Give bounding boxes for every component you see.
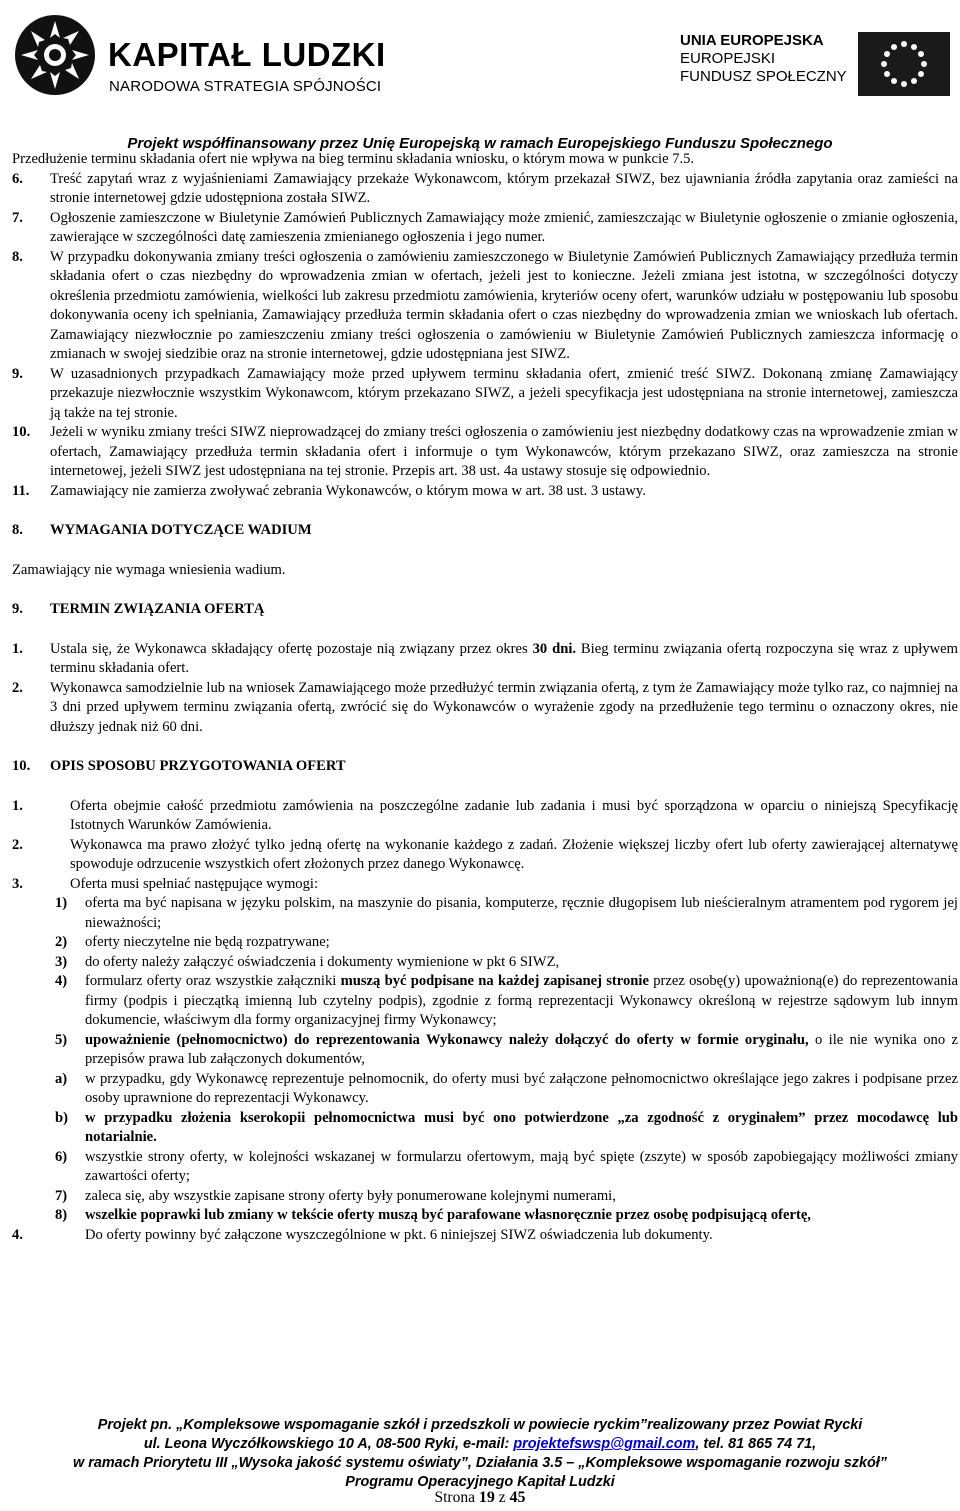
sub-item-text: w przypadku, gdy Wykonawcę reprezentuje pełnomocnik, do oferty musi być załączone pełnomocnictwo określające jego zakres i podpisane przez osoby uprawnione do reprezentacji Wykonawcy. [85,1070,958,1106]
footer-address [0,1435,960,1454]
item-number: 2. [12,836,23,853]
sub-item-text: oferta ma być napisana w języku polskim, na maszynie do pisania, komputerze, ręcznie długopisem lub nieścieralnym atramentem pod rygorem jej nieważności; [85,895,958,931]
page-label: Strona [434,1489,475,1506]
item-number: 1. [12,797,23,814]
kapital-ludzki-name: KAPITAŁ LUDZKI [108,36,386,73]
sub-item [12,1070,958,1109]
item-number: 4. [12,1226,23,1243]
eu-logo-line2: EUROPEJSKI [680,50,776,67]
sub-item-number: 5) [55,1031,68,1048]
item-text: Zamawiający nie zamierza zwoływać zebrania Wykonawców, o którym mowa w art. 38 ust. 3 ustawy. [50,482,646,499]
list-item [12,640,958,679]
sub-item [12,1109,958,1148]
sub-item [12,933,958,953]
page-total: 45 [509,1489,526,1506]
list-item [12,170,958,209]
item-number: 8. [12,248,23,265]
sub-item-number: 8) [55,1207,68,1223]
kapital-ludzki-emblem-icon [12,12,98,98]
list-item [12,209,958,248]
eu-logo-line1: UNIA EUROPEJSKA [680,32,824,49]
document-body [12,150,958,1245]
sub-item [12,894,958,933]
list-item [12,875,958,895]
page-current: 19 [478,1489,495,1506]
footer-address-text: ul. Leona Wyczółkowskiego 10 A, 08-500 Ryki, e-mail: [143,1436,514,1452]
sub-item-text: do oferty należy załączyć oświadczenia i dokumenty wymienione w pkt 6 SIWZ, [85,953,560,970]
sub-item-number: 2) [55,934,68,950]
section-title: OPIS SPOSOBU PRZYGOTOWANIA OFERT [50,758,346,774]
item-text: Ustala się, że Wykonawca składający ofertę pozostaje nią związany przez okres [50,640,533,657]
sub-item-number: 1) [55,895,68,911]
funding-note: Projekt współfinansowany przez Unię Europejską w ramach Europejskiego Funduszu Społecznego [127,135,833,152]
page-separator: z [498,1489,506,1506]
sub-item [12,1031,958,1070]
sub-item-number: 3) [55,953,68,970]
sub-item-number: b) [55,1109,68,1126]
sub-item [12,1187,958,1207]
item-text: Oferta obejmie całość przedmiotu zamówienia na poszczególne zadanie lub zadania i musi być sporządzona w oparciu o niniejszą Specyfikację Istotnych Warunków Zamówienia. [70,797,958,833]
sub-item-number: 7) [55,1187,68,1204]
item-text-bold: 30 dni. [532,640,577,657]
item-number: 11. [12,482,30,499]
footer-phone-text: , tel. 81 865 74 71, [695,1436,817,1452]
item-text: Jeżeli w wyniku zmiany treści SIWZ nieprowadzącej do zmiany treści ogłoszenia o zamówieniu jest niezbędny dodatkowy czas na wprowadzenie zmian w ofertach, Zamawiający przedłuża termin składania ofert i informuje o tym Wykonawców, którym przekazano SIWZ, oraz zamieszcza na stronie internetowej, jeżeli SIWZ jest udostępniana na tej stronie. Przepis art. 38 ust. 4a ustawy stosuje się odpowiednio. [50,424,958,479]
sub-item [12,953,958,973]
sub-item-text-bold: upoważnienie (pełnomocnictwo) do reprezentowania Wykonawcy należy dołączyć do oferty w formie oryginału, [85,1031,809,1048]
sub-item-text-bold: w przypadku złożenia kserokopii pełnomocnictwa musi być ono potwierdzone „za zgodność z oryginałem” przez mocodawcę lub notarialnie. [85,1109,958,1145]
section-number: 10. [12,758,31,774]
list-item [12,1226,958,1246]
document-header [0,0,960,130]
section-number: 9. [12,601,23,617]
item-number: 1. [12,640,23,657]
section-heading-termin [12,600,958,620]
list-item [12,482,958,502]
sub-item-text: o ile nie wynika ono z przepisów prawa lub załączonych dokumentów, [85,1031,958,1067]
list-item [12,836,958,875]
section-heading-wadium [12,521,958,541]
section-number: 8. [12,522,23,538]
item-number: 10. [12,424,31,440]
section-title: TERMIN ZWIĄZANIA OFERTĄ [50,601,265,617]
item-number: 9. [12,365,23,382]
sub-item-text: oferty nieczytelne nie będą rozpatrywane; [85,934,330,950]
intro-paragraph: Przedłużenie terminu składania ofert nie wpływa na bieg terminu składania wniosku, o którym mowa w punkcie 7.5. [12,151,695,167]
list-item [12,679,958,738]
footer-line: Projekt pn. „Kompleksowe wspomaganie szkół i przedszkoli w powiecie ryckim”realizowany przez Powiat Rycki [97,1417,863,1433]
sub-item [12,1206,958,1226]
item-text: Wykonawca samodzielnie lub na wniosek Zamawiającego może przedłużyć termin związania ofertą, z tym że Zamawiający może tylko raz, co najmniej na 3 dni przed upływem terminu związania ofertą, zwrócić się do Wykonawców o wyrażenie zgody na przedłużenie tego terminu o oznaczony okres, nie dłuższy jednak niż 60 dni. [50,679,958,735]
item-text: Wykonawca ma prawo złożyć tylko jedną ofertę na wykonanie każdego z zadań. Złożenie większej liczby ofert lub oferty zawierającej alternatywę spowoduje odrzucenie wszystkich ofert złożonych przez danego Wykonawcę. [70,836,958,872]
item-text: W uzasadnionych przypadkach Zamawiający może przed upływem terminu składania ofert, zmienić treść SIWZ. Dokonaną zmianę Zamawiający przekazuje niezwłocznie wszystkim Wykonawcom, którym przekazano SIWZ, a jeżeli specyfikacja jest udostępniana na stronie internetowej, zamieszcza ją także na tej stronie. [50,365,958,421]
list-item [12,797,958,836]
item-number: 7. [12,209,23,226]
section-paragraph: Zamawiający nie wymaga wniesienia wadium. [12,561,286,578]
footer-line: w ramach Priorytetu III „Wysoka jakość systemu oświaty”, Działania 3.5 – „Kompleksowe wspomaganie rozwoju szkół” [73,1455,887,1471]
sub-item [12,972,958,1031]
section-heading-opis [12,757,958,777]
item-text: W przypadku dokonywania zmiany treści ogłoszenia o zamówieniu zamieszczonego w Biuletynie Zamówień Publicznych Zamawiający przedłuża termin składania ofert o czas niezbędny do wprowadzenia zmian w ofertach, jeżeli jest to konieczne. Jeżeli zmiana jest istotna, w szczególności dotyczy określenia przedmiotu zamówienia, wielkości lub zakresu przedmiotu zamówienia, kryteriów oceny ofert, warunków udziału w postępowaniu lub sposobu dokonywania oceny ich spełniania, Zamawiający przedłuża termin składania ofert o czas niezbędny do wprowadzenia zmian we wnioskach lub ofertach. Zamawiający niezwłocznie po zamieszczeniu zmiany treści ogłoszenia o zamówieniu w Biuletynie Zamówień Publicznych zamieszcza informację o zmianach w swojej siedzibie oraz na stronie internetowej, gdzie udostępniana jest SIWZ. [50,248,958,362]
item-text: Do oferty powinny być załączone wyszczególnione w pkt. 6 niniejszej SIWZ oświadczenia lub dokumenty. [85,1226,713,1243]
sub-item-text: formularz oferty oraz wszystkie załączniki [85,973,341,989]
document-footer [0,1416,960,1492]
item-number: 2. [12,679,23,696]
sub-item-number: 4) [55,973,68,989]
sub-item-text: przez osobę(y) upoważnioną(e) do reprezentowania firmy (podpis i pieczątką imienną lub czytelny podpis), zgodnie z formą reprezentacji Wykonawcy określoną w rejestrze sądowym lub innym dokumencie, właściwym dla formy organizacyjnej firmy Wykonawcy; [85,973,959,1028]
item-text: Bieg terminu związania ofertą rozpoczyna się wraz z upływem terminu składania ofert. [50,640,959,676]
sub-item-number: 6) [55,1148,68,1165]
sub-item-text-bold: muszą być podpisane na każdej zapisanej stronie [340,973,649,989]
item-number: 3. [12,875,23,892]
eu-logo-line3: FUNDUSZ SPOŁECZNY [680,68,847,85]
eu-logo-text [680,32,847,86]
footer-line: Programu Operacyjnego Kapitał Ludzki [345,1474,615,1490]
item-text: Ogłoszenie zamieszczone w Biuletynie Zamówień Publicznych Zamawiający może zmienić, zamieszczając w Biuletynie ogłoszenie o zmianie ogłoszenia, zawierające w szczególności datę zamieszenia zmienianego ogłoszenia i jego numer. [50,209,958,245]
eu-social-fund-logo [680,32,950,112]
sub-item [12,1148,958,1187]
sub-item-text: zaleca się, aby wszystkie zapisane strony oferty były ponumerowane kolejnymi numerami, [85,1187,616,1204]
section-title: WYMAGANIA DOTYCZĄCE WADIUM [50,522,312,538]
sub-item-text-bold: wszelkie poprawki lub zmiany w tekście oferty muszą być parafowane własnoręcznie przez osobę podpisującą ofertę, [85,1207,811,1223]
kapital-ludzki-tagline: NARODOWA STRATEGIA SPÓJNOŚCI [109,78,382,95]
eu-flag-icon [858,32,950,96]
item-text: Treść zapytań wraz z wyjaśnieniami Zamawiający przekaże Wykonawcom, którym przekazał SIWZ, bez ujawniania źródła zapytania oraz zamieści na stronie internetowej gdzie udostępniona została SIWZ. [50,170,958,206]
sub-item-text: wszystkie strony oferty, w kolejności wskazanej w formularzu ofertowym, mają być spięte (zszyte) w sposób zapobiegający możliwości zmiany zawartości oferty; [85,1148,958,1184]
kapital-ludzki-logo [12,12,386,112]
email-link[interactable]: projektefswsp@gmail.com [513,1436,696,1452]
item-number: 6. [12,170,23,187]
item-text: Oferta musi spełniać następujące wymogi: [70,875,319,892]
list-item [12,248,958,365]
sub-item-number: a) [55,1070,68,1087]
list-item [12,365,958,424]
list-item [12,423,958,482]
page-number [0,1489,960,1507]
